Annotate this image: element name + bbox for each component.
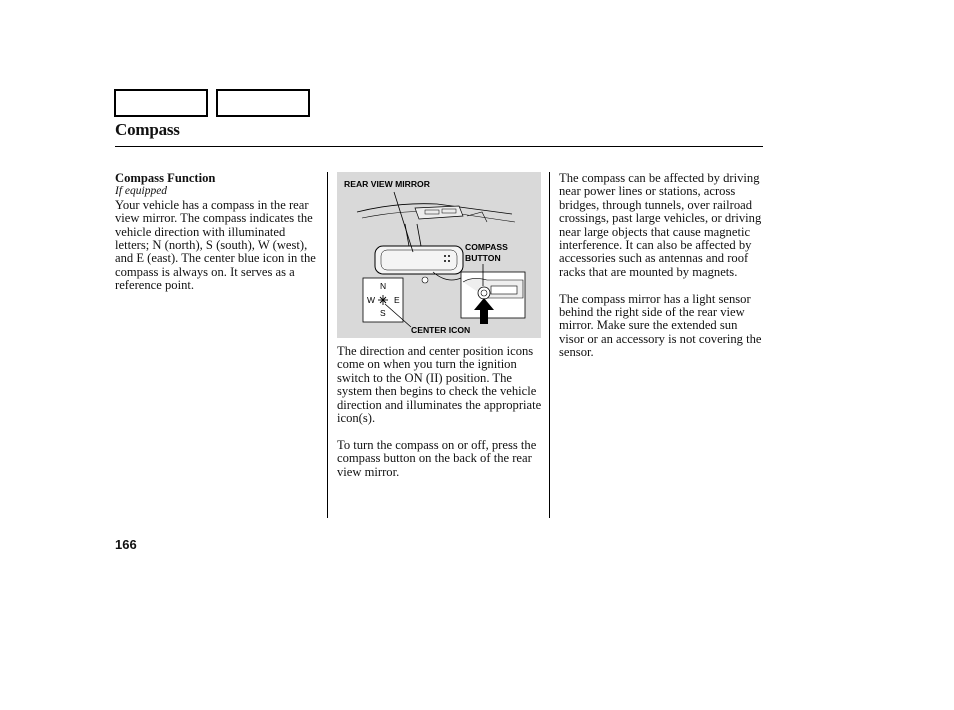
column-middle — [337, 345, 542, 479]
page-title: Compass — [115, 120, 180, 139]
mirror-illustration — [337, 172, 541, 338]
compass-description: Your vehicle has a compass in the rear view mirror. The compass indicates the vehicle direction with illuminated letters; N (north), S (south), W (west), and E (east). The center blue icon in the compass is always on. It serves as a reference point. — [115, 197, 316, 293]
compass-letter-s: S — [380, 308, 386, 318]
nav-button-1[interactable] — [114, 89, 208, 117]
interference-paragraph: The compass can be affected by driving near power lines or stations, across bridges, through tunnels, over railroad crossings, past large vehicles, or driving near large objects that cause magnetic interference. It can also be affected by accessories such as antennas and roof racks that are mounted by magnets. — [559, 171, 762, 279]
toggle-paragraph: To turn the compass on or off, press the compass button on the back of the rear view mirror. — [337, 437, 537, 479]
nav-button-2[interactable] — [216, 89, 310, 117]
column-divider-1 — [327, 172, 328, 518]
compass-letter-w: W — [367, 295, 376, 305]
column-right — [559, 172, 765, 360]
equipped-note: If equipped — [115, 185, 168, 198]
mirror-drawing — [337, 172, 541, 338]
direction-paragraph: The direction and center position icons come on when you turn the ignition switch to the ON (II) position. The system then begins to check the vehicle direction and illuminates the appropriate icon(s). — [337, 344, 542, 426]
label-compass: COMPASS — [465, 242, 508, 252]
column-left — [115, 172, 320, 293]
title-rule — [115, 146, 763, 147]
label-button: BUTTON — [465, 253, 501, 263]
compass-letter-n: N — [380, 281, 387, 291]
sensor-paragraph: The compass mirror has a light sensor behind the right side of the rear view mirror. Make sure the extended sun visor or an accessory is not covering the sensor. — [559, 291, 762, 360]
column-divider-2 — [549, 172, 550, 518]
label-center-icon: CENTER ICON — [411, 325, 471, 335]
page-number: 166 — [115, 537, 137, 552]
compass-letter-e: E — [394, 295, 400, 305]
label-rear-view-mirror: REAR VIEW MIRROR — [344, 179, 430, 189]
section-heading: Compass Function — [115, 171, 216, 185]
